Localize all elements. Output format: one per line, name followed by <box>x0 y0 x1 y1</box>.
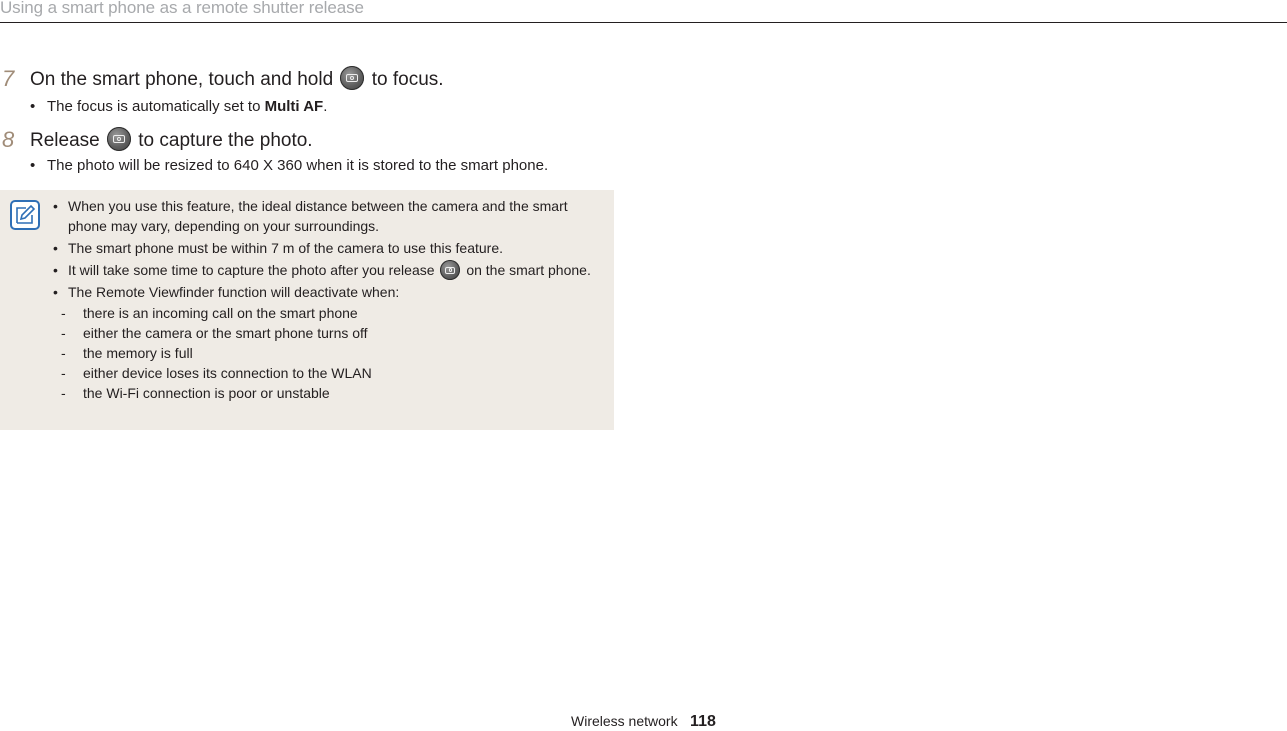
mode-name: Multi AF <box>264 98 324 115</box>
page-header <box>0 0 1287 23</box>
deactivate-condition: - the memory is full <box>61 345 193 361</box>
step-8-bullet: • The photo will be resized to 640 X 360 when it is stored to the smart phone. <box>30 157 549 174</box>
note-item: • It will take some time to capture the photo after you release on the smart phone. <box>53 262 591 278</box>
step-text <box>30 66 444 93</box>
deactivate-condition: - there is an incoming call on the smart phone <box>61 305 358 321</box>
deactivate-condition: - either the camera or the smart phone turns off <box>61 325 368 341</box>
bullet-icon: • <box>53 284 58 300</box>
note-list <box>53 196 608 403</box>
bullet-icon: • <box>53 240 58 256</box>
step-7-bullet: • The focus is automatically set to Multi AF. <box>30 98 328 115</box>
bullet-icon: • <box>53 198 58 214</box>
camera-shutter-icon <box>340 66 364 90</box>
page-footer <box>571 713 716 731</box>
note-item: • The smart phone must be within 7 m of the camera to use this feature. <box>53 240 503 256</box>
step-text-before: Release <box>30 130 100 151</box>
camera-shutter-icon <box>107 127 131 151</box>
note-pencil-icon <box>10 200 40 230</box>
note-item: • When you use this feature, the ideal distance between the camera and the smart phone may vary, depending on your surroundings. <box>53 198 568 234</box>
step-text-before: On the smart phone, touch and hold <box>30 69 334 90</box>
footer-section-name: Wireless network <box>571 713 678 729</box>
step-text-after: to focus. <box>371 69 444 90</box>
bullet-icon: • <box>30 98 36 115</box>
deactivate-condition: - either device loses its connection to the WLAN <box>61 365 372 381</box>
deactivate-condition: - the Wi-Fi connection is poor or unstable <box>61 385 330 401</box>
step-number: 8 <box>2 127 15 152</box>
step-text <box>30 127 313 154</box>
bullet-icon: • <box>30 157 36 174</box>
page-header-title: Using a smart phone as a remote shutter release <box>0 0 364 17</box>
step-text-after: to capture the photo. <box>138 130 313 151</box>
bullet-icon: • <box>53 262 58 278</box>
camera-shutter-icon <box>440 260 460 280</box>
step-number: 7 <box>2 66 15 91</box>
note-box <box>0 190 614 430</box>
page-number: 118 <box>690 713 716 730</box>
note-item: • The Remote Viewfinder function will deactivate when: <box>53 284 400 300</box>
